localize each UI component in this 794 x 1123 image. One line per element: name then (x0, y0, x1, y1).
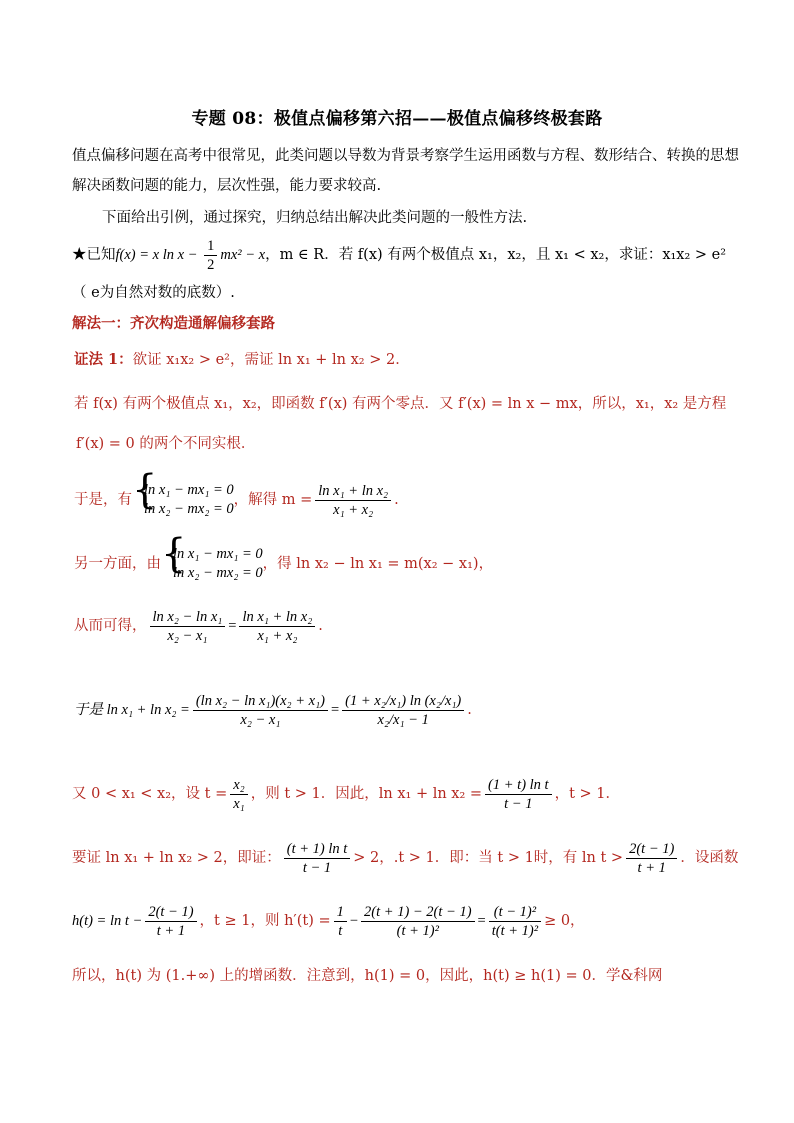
problem-condition: ，m ∈ R．若 f(x) 有两个极值点 x₁，x₂，且 x₁ < x₂，求证：x₁x₂ > e² (265, 247, 727, 263)
system-1-mid: ，解得 m = (233, 492, 313, 508)
t-sum-fraction: $\frac{\text{(1 + t) ln t}}{t - 1}$ (485, 776, 552, 813)
system-2-lead: 另一方面，由 (74, 556, 161, 572)
system-2-tail: ，得 ln x₂ − ln x₁ = m(x₂ − x₁)， (262, 556, 494, 572)
ratio-fraction-left: $\frac{\text{ln x₂ − ln x₁}}{\text{x₂ − x₁}}$ (150, 608, 226, 645)
proof-line-system-2 (74, 531, 494, 588)
proof-line-3: f′(x) = 0 的两个不同实根． (76, 436, 256, 452)
proof-line-1 (74, 350, 410, 370)
proof-line-derivative: h(t) = ln t − $\frac{2(t - 1)}{t + 1}$ ，t ≥ 1，则 h′(t) = $\frac{1}{t}$ − $\frac{2(t + 1) - 2(t - 1)}{\text{(t + 1)²}}$ = $\frac{\text{(t − 1)²}}{\text{t(t + 1)²}}$ ≥ 0， (72, 903, 585, 939)
t-fraction: $\frac{\text{x₂}}{\text{x₁}}$ (230, 776, 247, 813)
equation-system-1: { ln x₁ − mx₁ = 0 ln x₂ − mx₂ = 0 (132, 467, 234, 517)
proof-line-2: 若 f(x) 有两个极值点 x₁，x₂，即函数 f′(x) 有两个零点．又 f′(x) = ln x − mx，所以，x₁，x₂ 是方程 (74, 396, 727, 412)
derivative-fraction-3: $\frac{\text{(t − 1)²}}{\text{t(t + 1)²}}$ (489, 903, 541, 940)
goal-fraction: $\frac{\text{(t + 1) ln t}}{t - 1}$ (284, 840, 351, 877)
proof-line-conclusion: 所以，h(t) 为 (1.+∞) 上的增函数．注意到，h(1) = 0，因此，h(t) ≥ h(1) = 0．学&科网 (72, 968, 663, 984)
derivative-fraction-2: $\frac{2(t + 1) - 2(t - 1)}{\text{(t + 1)²}}$ (361, 903, 474, 940)
intro-paragraph-line-2: 解决函数问题的能力，层次性强，能力要求较高. (72, 178, 382, 194)
proof-line-substitution: 又 0 < x₁ < x₂，设 t = $\frac{\text{x₂}}{\text{x₁}}$ ，则 t > 1．因此，ln x₁ + ln x₂ = $\frac{\text{(1 + t) ln t}}{t - 1}$ ，t > 1． (72, 776, 620, 812)
intro-paragraph-line-1: 值点偏移问题在高考中很常见，此类问题以导数为背景考察学生运用函数与方程、数形结合、转换的思想 (72, 148, 739, 164)
proof-line-ratio: 从而可得， $\frac{\text{ln x₂ − ln x₁}}{\text{x₂ − x₁}}$ = $\frac{\text{ln x₁ + ln x₂}}{\text{x₁ + x₂}}$ . (74, 608, 323, 644)
half-fraction: $\frac{1}{2}$ (204, 237, 217, 274)
goal-fraction-2: $\frac{2(t - 1)}{t + 1}$ (626, 840, 677, 877)
proof-label: 证法 1： (74, 351, 133, 368)
proof-line-goal: 要证 ln x₁ + ln x₂ > 2，即证： $\frac{\text{(t + 1) ln t}}{t - 1}$ > 2，.t > 1．即：当 t > 1时，有 ln t > $\frac{2(t - 1)}{t + 1}$ ．设函数 (72, 840, 739, 876)
intro-paragraph-2: 下面给出引例，通过探究，归纳总结出解决此类问题的一般性方法. (102, 210, 528, 226)
function-tail: mx² − x (220, 247, 266, 263)
equation-system-2: { ln x₁ − mx₁ = 0 ln x₂ − mx₂ = 0 (161, 531, 263, 581)
page-title: 专题 08：极值点偏移第六招——极值点偏移终极套路 (191, 109, 603, 129)
h-fraction: $\frac{2(t - 1)}{t + 1}$ (145, 903, 196, 940)
sum-fraction-1: $\frac{\text{(ln x₂ − ln x₁)(x₂ + x₁)}}{\text{x₂ − x₁}}$ (193, 692, 328, 729)
problem-statement (72, 236, 726, 274)
method-heading: 解法一：齐次构造通解偏移套路 (72, 315, 275, 332)
sum-fraction-2: $\frac{\text{(1 + x₂/x₁) ln (x₂/x₁)}}{\text{x₂/x₁ − 1}}$ (342, 692, 464, 729)
proof-line-system-1: 于是，有 { ln x₁ − mx₁ = 0 ln x₂ − mx₂ = 0 ，解得 m = $\frac{\text{ln x₁ + ln x₂}}{\text{x₁ + x₂}}$ . (74, 467, 399, 518)
m-fraction: $\frac{\text{ln x₁ + ln x₂}}{\text{x₁ + x₂}}$ (315, 482, 391, 519)
derivative-fraction-1: $\frac{1}{t}$ (334, 903, 347, 940)
proof-goal: 欲证 x₁x₂ > e²，需证 ln x₁ + ln x₂ > 2． (132, 352, 410, 368)
function-def: f(x) = x ln x − (115, 247, 202, 263)
star-label: ★已知 (72, 247, 116, 263)
ratio-fraction-right: $\frac{\text{ln x₁ + ln x₂}}{\text{x₁ + x₂}}$ (239, 608, 315, 645)
system-1-lead: 于是，有 (74, 492, 132, 508)
problem-note: （ e为自然对数的底数）. (72, 285, 235, 301)
proof-line-sum: 于是 ln x₁ + ln x₂ = $\frac{\text{(ln x₂ − ln x₁)(x₂ + x₁)}}{\text{x₂ − x₁}}$ = $\frac{\text{(1 + x₂/x₁) ln (x₂/x₁)}}{\text{x₂/x₁ − 1}}$ . (74, 692, 472, 728)
